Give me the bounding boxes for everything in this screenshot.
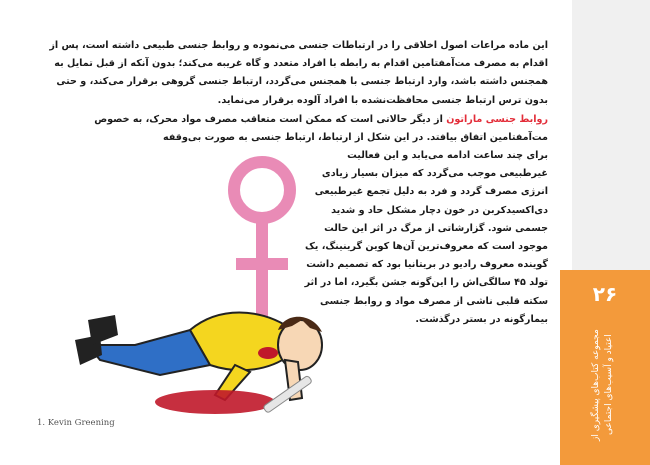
series-title: مجموعه کتاب‌های پیشگیری از اعتیاد و آسیب‌های اجتماعی <box>591 329 614 441</box>
figure-shoe-right <box>88 315 118 345</box>
paragraph-2-text: از دیگر حالاتی است که ممکن است متعاقب مصرف مواد محرک، به خصوص مت‌آمفتامین اتفاق بیافتد. در این شکل از ارتباط، ارتباط جنسی به صورت بی‌وقفه <box>94 114 548 144</box>
paragraph-1: این ماده مراعات اصول اخلاقی را در ارتباطات جنسی می‌نموده و روابط جنسی طبیعی داشته است، پس از اقدام به مصرف مت‌آمفتامین اقدام به رابطه با افراد متعدد و گاه غریبه می‌کند؛ بدون آنکه از قبل تمایل به همجنس داشته باشد، وارد ارتباط جنسی با همجنس می‌گردد، ارتباط جنسی گروهی برقرار می‌کند، و حتی بدون ترس ارتباط جنسی محافظت‌نشده با افراد آلوده برقرار می‌نماید. <box>49 40 548 106</box>
wound <box>258 347 278 359</box>
page-number: ۲۶ <box>592 282 618 306</box>
blood-pool <box>155 390 275 414</box>
footnote: 1. Kevin Greening <box>37 418 115 428</box>
highlighted-term: روابط جنسی ماراتون <box>446 114 548 125</box>
female-symbol-ring <box>234 162 290 218</box>
paragraph-3: برای چند ساعت ادامه می‌یابد و این فعالیت غیرطبیعی موجب می‌گردد که میزان بسیار زیادی انرژی مصرف گردد و فرد به دلیل تجمع غیرطبیعی دی‌اکسیدکربن در خون دچار مشکل حاد و شدید جسمی شود. گزارشاتی از مرگ در اثر این حالت موجود است که معروف‌ترین آن‌ها کوین گرینینگ، یک گوینده معروف رادیو در بریتانیا بود که تصمیم داشت تولد ۴۵ سالگی‌اش را این‌گونه جشن بگیرد، اما در اثر سکته قلبی ناشی از مصرف مواد و روابط جنسی بیمارگونه در بستر درگذشت. <box>304 150 548 325</box>
female-symbol-figure-icon <box>40 140 325 420</box>
female-symbol-crossbar <box>236 258 288 270</box>
